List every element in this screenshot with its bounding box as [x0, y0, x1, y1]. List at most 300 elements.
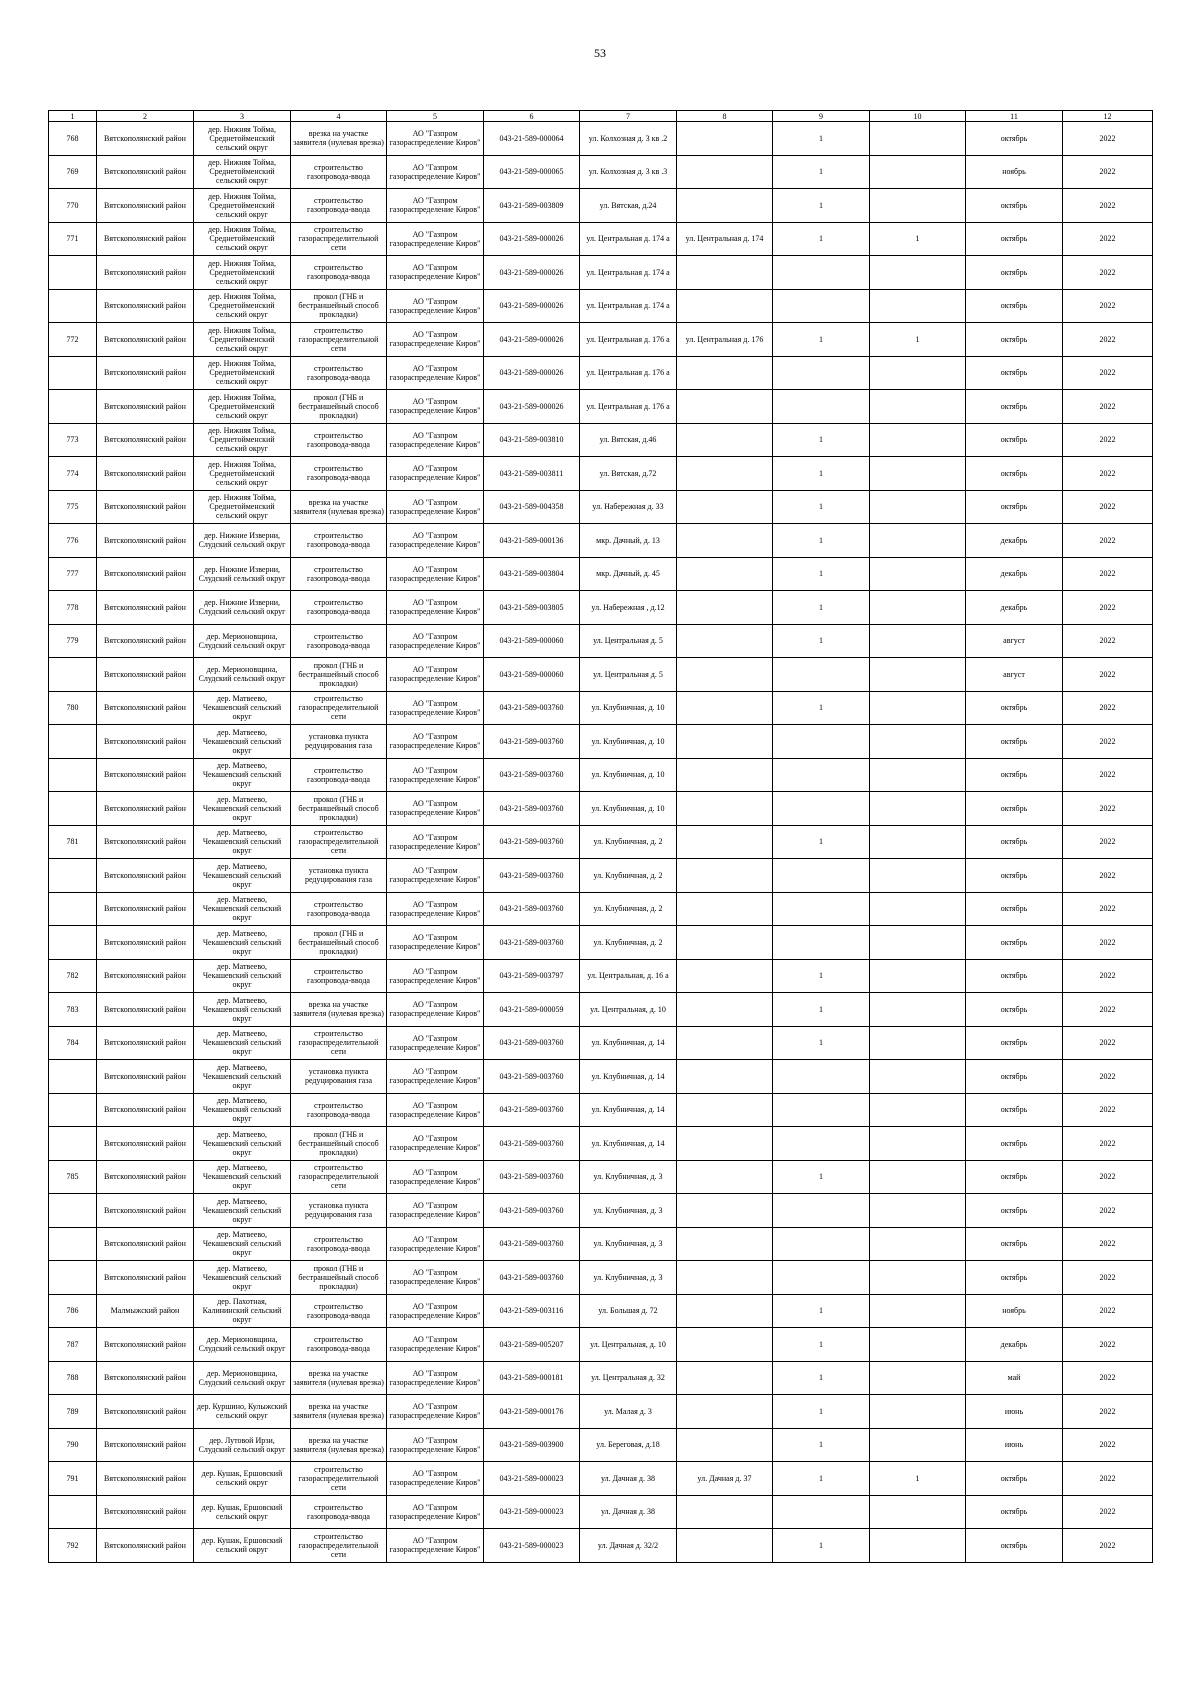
district-text: Вятскополянский район [104, 200, 186, 210]
registry-number-text: 043-21-589-000176 [499, 1406, 564, 1416]
month-text: июнь [1004, 1440, 1024, 1450]
cell-address [580, 1093, 677, 1127]
cell-address [580, 390, 677, 424]
cell-address [580, 691, 677, 725]
cell-row-number [49, 1227, 97, 1261]
year-text: 2022 [1099, 535, 1116, 545]
cell-locality [194, 423, 291, 457]
cell-address [580, 1428, 677, 1462]
row-number-text: 791 [66, 1473, 79, 1483]
row-number-text: 781 [66, 837, 79, 847]
cell-address-extra [677, 1060, 773, 1094]
month-text: декабрь [1000, 569, 1028, 579]
cell-row-number [49, 1261, 97, 1295]
registry-number-text: 043-21-589-003811 [499, 468, 564, 478]
cell-organization [387, 189, 484, 223]
cell-district [97, 1294, 194, 1328]
cell-count-b [870, 1026, 966, 1060]
cell-year [1063, 959, 1153, 993]
cell-locality [194, 1093, 291, 1127]
cell-address [580, 524, 677, 558]
cell-year [1063, 256, 1153, 290]
locality-text: дер. Мерионовщина, Слудский сельский округ [198, 1335, 286, 1354]
cell-month [966, 959, 1063, 993]
cell-address-extra [677, 1194, 773, 1228]
cell-organization [387, 1529, 484, 1563]
cell-row-number [49, 691, 97, 725]
cell-district [97, 1328, 194, 1362]
work-type-text: строительство газораспределительной сети [298, 1531, 379, 1559]
cell-row-number [49, 1093, 97, 1127]
cell-district [97, 1093, 194, 1127]
column-header-6: 6 [484, 111, 580, 122]
cell-work-type [291, 1328, 387, 1362]
year-text: 2022 [1099, 1272, 1116, 1282]
cell-address [580, 591, 677, 625]
month-text: октябрь [1000, 1071, 1028, 1081]
cell-address [580, 993, 677, 1027]
cell-year [1063, 155, 1153, 189]
month-text: октябрь [1000, 468, 1028, 478]
registry-number-text: 043-21-589-003760 [499, 770, 564, 780]
year-text: 2022 [1099, 1440, 1116, 1450]
count-a-text: 1 [819, 1473, 823, 1483]
address-text: ул. Центральная д. 176 а [586, 401, 670, 411]
cell-count-b [870, 993, 966, 1027]
work-type-text: строительство газораспределительной сети [298, 694, 379, 722]
cell-count-a [773, 1060, 870, 1094]
organization-text: АО "Газпром газораспределение Киров" [389, 363, 481, 382]
column-header-4: 4 [291, 111, 387, 122]
cell-locality [194, 1428, 291, 1462]
cell-locality [194, 591, 291, 625]
cell-address-extra [677, 591, 773, 625]
cell-registry-number [484, 457, 580, 491]
locality-text: дер. Нижние Изверни, Слудский сельский округ [198, 598, 286, 617]
cell-count-a [773, 524, 870, 558]
table-row [49, 859, 1153, 893]
cell-organization [387, 289, 484, 323]
registry-number-text: 043-21-589-003760 [499, 736, 564, 746]
cell-locality [194, 624, 291, 658]
cell-address-extra [677, 859, 773, 893]
district-text: Вятскополянский район [104, 602, 186, 612]
cell-count-b [870, 1060, 966, 1094]
cell-row-number [49, 658, 97, 692]
organization-text: АО "Газпром газораспределение Киров" [389, 129, 481, 148]
cell-count-a [773, 825, 870, 859]
address-text: ул. Большая д. 72 [598, 1306, 658, 1316]
cell-count-b [870, 892, 966, 926]
cell-organization [387, 1361, 484, 1395]
cell-month [966, 892, 1063, 926]
cell-address-extra [677, 189, 773, 223]
cell-address [580, 423, 677, 457]
cell-district [97, 892, 194, 926]
cell-count-a [773, 1261, 870, 1295]
year-text: 2022 [1099, 301, 1116, 311]
work-type-text: строительство газопровода-ввода [307, 631, 370, 650]
address-extra-text: ул. Центральная д. 176 [685, 334, 764, 344]
cell-organization [387, 1060, 484, 1094]
work-type-text: установка пункта редуцирования газа [304, 1201, 373, 1220]
cell-year [1063, 1060, 1153, 1094]
organization-text: АО "Газпром газораспределение Киров" [389, 196, 481, 215]
cell-count-b [870, 1294, 966, 1328]
cell-row-number [49, 1294, 97, 1328]
cell-month [966, 591, 1063, 625]
cell-count-b [870, 423, 966, 457]
address-text: ул. Клубничная, д. 3 [593, 1172, 663, 1182]
month-text: июнь [1004, 1406, 1024, 1416]
cell-address [580, 122, 677, 156]
table-row [49, 1428, 1153, 1462]
cell-registry-number [484, 256, 580, 290]
cell-registry-number [484, 859, 580, 893]
cell-work-type [291, 1127, 387, 1161]
locality-text: дер. Нижняя Тойма, Среднетойменский сельский округ [208, 258, 276, 286]
registry-number-text: 043-21-589-003797 [499, 971, 564, 981]
work-type-text: прокол (ГНБ и бестраншейный способ прокладки) [298, 794, 379, 822]
address-text: ул. Набережная д. 33 [592, 502, 664, 512]
cell-work-type [291, 1462, 387, 1496]
cell-year [1063, 1361, 1153, 1395]
locality-text: дер. Матвеево, Чекашевский сельский округ [202, 694, 282, 722]
registry-number-text: 043-21-589-003760 [499, 1239, 564, 1249]
cell-district [97, 155, 194, 189]
cell-row-number [49, 1194, 97, 1228]
year-text: 2022 [1099, 167, 1116, 177]
cell-address-extra [677, 356, 773, 390]
cell-address [580, 892, 677, 926]
cell-row-number [49, 825, 97, 859]
cell-registry-number [484, 1093, 580, 1127]
registry-number-text: 043-21-589-003760 [499, 904, 564, 914]
cell-year [1063, 591, 1153, 625]
cell-year [1063, 859, 1153, 893]
cell-registry-number [484, 1428, 580, 1462]
cell-work-type [291, 356, 387, 390]
cell-count-a [773, 557, 870, 591]
month-text: октябрь [1000, 1004, 1028, 1014]
organization-text: АО "Газпром газораспределение Киров" [389, 497, 481, 516]
registry-number-text: 043-21-589-000065 [499, 167, 564, 177]
count-a-text: 1 [819, 569, 823, 579]
work-type-text: строительство газопровода-ввода [307, 1301, 370, 1320]
cell-month [966, 926, 1063, 960]
cell-count-b [870, 825, 966, 859]
organization-text: АО "Газпром газораспределение Киров" [389, 162, 481, 181]
cell-organization [387, 490, 484, 524]
locality-text: дер. Нижняя Тойма, Среднетойменский сельский округ [208, 426, 276, 454]
organization-text: АО "Газпром газораспределение Киров" [389, 1067, 481, 1086]
cell-count-b [870, 1529, 966, 1563]
locality-text: дер. Куршино, Кулыжский сельский округ [196, 1402, 288, 1421]
address-text: ул. Центральная д. 32 [591, 1373, 665, 1383]
cell-organization [387, 1495, 484, 1529]
table-row [49, 1395, 1153, 1429]
cell-address-extra [677, 1495, 773, 1529]
district-text: Вятскополянский район [104, 401, 186, 411]
cell-address [580, 658, 677, 692]
organization-text: АО "Газпром газораспределение Киров" [389, 866, 481, 885]
district-text: Вятскополянский район [104, 904, 186, 914]
district-text: Вятскополянский район [104, 1239, 186, 1249]
work-type-text: прокол (ГНБ и бестраншейный способ прокладки) [298, 1263, 379, 1291]
organization-text: АО "Газпром газораспределение Киров" [389, 1402, 481, 1421]
table-row [49, 1026, 1153, 1060]
cell-year [1063, 524, 1153, 558]
organization-text: АО "Газпром газораспределение Киров" [389, 330, 481, 349]
month-text: октябрь [1000, 1038, 1028, 1048]
cell-address-extra [677, 122, 773, 156]
district-text: Вятскополянский район [104, 1373, 186, 1383]
cell-organization [387, 758, 484, 792]
count-a-text: 1 [819, 636, 823, 646]
cell-month [966, 792, 1063, 826]
cell-district [97, 1227, 194, 1261]
cell-district [97, 423, 194, 457]
year-text: 2022 [1099, 602, 1116, 612]
locality-text: дер. Матвеево, Чекашевский сельский округ [202, 995, 282, 1023]
cell-address-extra [677, 959, 773, 993]
organization-text: АО "Газпром газораспределение Киров" [389, 1033, 481, 1052]
cell-locality [194, 993, 291, 1027]
cell-count-b [870, 490, 966, 524]
work-type-text: строительство газопровода-ввода [307, 263, 370, 282]
organization-text: АО "Газпром газораспределение Киров" [389, 1301, 481, 1320]
cell-month [966, 1395, 1063, 1429]
locality-text: дер. Нижняя Тойма, Среднетойменский сельский округ [208, 124, 276, 152]
cell-year [1063, 892, 1153, 926]
cell-year [1063, 825, 1153, 859]
cell-address-extra [677, 423, 773, 457]
organization-text: АО "Газпром газораспределение Киров" [389, 1435, 481, 1454]
month-text: октябрь [1000, 1507, 1028, 1517]
column-header-5: 5 [387, 111, 484, 122]
registry-number-text: 043-21-589-003809 [499, 200, 564, 210]
address-text: ул. Центральная д. 174 а [586, 301, 670, 311]
year-text: 2022 [1099, 1071, 1116, 1081]
work-type-text: установка пункта редуцирования газа [304, 866, 373, 885]
address-text: ул. Вятская, д.24 [599, 200, 657, 210]
cell-address [580, 1462, 677, 1496]
row-number-text: 792 [66, 1540, 79, 1550]
registry-number-text: 043-21-589-000181 [499, 1373, 564, 1383]
cell-registry-number [484, 356, 580, 390]
cell-count-a [773, 691, 870, 725]
cell-work-type [291, 256, 387, 290]
registry-number-text: 043-21-589-000060 [499, 669, 564, 679]
cell-district [97, 658, 194, 692]
cell-registry-number [484, 155, 580, 189]
cell-work-type [291, 725, 387, 759]
cell-count-b [870, 1093, 966, 1127]
cell-locality [194, 658, 291, 692]
table-row [49, 591, 1153, 625]
work-type-text: строительство газопровода-ввода [307, 531, 370, 550]
month-text: октябрь [1000, 301, 1028, 311]
row-number-text: 770 [66, 200, 79, 210]
table-row [49, 1328, 1153, 1362]
registry-number-text: 043-21-589-003804 [499, 569, 564, 579]
registry-number-text: 043-21-589-000026 [499, 234, 564, 244]
work-type-text: строительство газопровода-ввода [307, 162, 370, 181]
cell-count-a [773, 356, 870, 390]
cell-locality [194, 926, 291, 960]
locality-text: дер. Матвеево, Чекашевский сельский округ [202, 1129, 282, 1157]
work-type-text: установка пункта редуцирования газа [304, 1067, 373, 1086]
cell-locality [194, 1529, 291, 1563]
table-row [49, 926, 1153, 960]
work-type-text: врезка на участке заявителя (нулевая врезка) [293, 1402, 384, 1421]
cell-district [97, 289, 194, 323]
table-row [49, 557, 1153, 591]
month-text: ноябрь [1002, 167, 1026, 177]
cell-row-number [49, 256, 97, 290]
cell-registry-number [484, 1127, 580, 1161]
cell-month [966, 122, 1063, 156]
registry-number-text: 043-21-589-000060 [499, 636, 564, 646]
cell-row-number [49, 155, 97, 189]
address-text: ул. Центральная д. 174 а [586, 267, 670, 277]
count-b-text: 1 [915, 1473, 920, 1483]
cell-registry-number [484, 658, 580, 692]
table-row [49, 356, 1153, 390]
count-a-text: 1 [819, 1038, 823, 1048]
registry-number-text: 043-21-589-003760 [499, 1172, 564, 1182]
cell-row-number [49, 356, 97, 390]
year-text: 2022 [1099, 904, 1116, 914]
organization-text: АО "Газпром газораспределение Киров" [389, 1335, 481, 1354]
address-text: ул. Центральная д. 174 а [586, 234, 670, 244]
cell-count-a [773, 1529, 870, 1563]
cell-count-a [773, 1294, 870, 1328]
locality-text: дер. Матвеево, Чекашевский сельский округ [202, 1096, 282, 1124]
year-text: 2022 [1099, 1038, 1116, 1048]
locality-text: дер. Матвеево, Чекашевский сельский округ [202, 1029, 282, 1057]
table-row [49, 691, 1153, 725]
cell-count-b [870, 658, 966, 692]
count-a-text: 1 [819, 837, 823, 847]
cell-row-number [49, 1529, 97, 1563]
cell-year [1063, 1261, 1153, 1295]
year-text: 2022 [1099, 770, 1116, 780]
organization-text: АО "Газпром газораспределение Киров" [389, 631, 481, 650]
address-text: ул. Вятская, д.46 [599, 435, 657, 445]
year-text: 2022 [1099, 334, 1116, 344]
cell-district [97, 490, 194, 524]
organization-text: АО "Газпром газораспределение Киров" [389, 698, 481, 717]
cell-address [580, 490, 677, 524]
locality-text: дер. Кушак, Ершовский сельский округ [201, 1469, 283, 1488]
count-a-text: 1 [819, 1440, 823, 1450]
address-text: ул. Клубничная, д. 2 [593, 937, 663, 947]
cell-registry-number [484, 1026, 580, 1060]
cell-district [97, 256, 194, 290]
row-number-text: 773 [66, 435, 79, 445]
cell-address [580, 1361, 677, 1395]
month-text: октябрь [1000, 1540, 1028, 1550]
cell-year [1063, 1194, 1153, 1228]
cell-row-number [49, 1395, 97, 1429]
cell-address [580, 1060, 677, 1094]
cell-district [97, 1026, 194, 1060]
cell-address-extra [677, 490, 773, 524]
district-text: Вятскополянский район [104, 1105, 186, 1115]
cell-registry-number [484, 993, 580, 1027]
address-text: ул. Клубничная, д. 14 [591, 1038, 665, 1048]
cell-month [966, 189, 1063, 223]
year-text: 2022 [1099, 1004, 1116, 1014]
cell-count-a [773, 423, 870, 457]
count-a-text: 1 [819, 1339, 823, 1349]
district-text: Вятскополянский район [104, 770, 186, 780]
cell-address-extra [677, 691, 773, 725]
work-type-text: строительство газораспределительной сети [298, 1029, 379, 1057]
cell-count-a [773, 1395, 870, 1429]
cell-year [1063, 624, 1153, 658]
cell-address [580, 222, 677, 256]
count-a-text: 1 [819, 1406, 823, 1416]
cell-registry-number [484, 1261, 580, 1295]
locality-text: дер. Матвеево, Чекашевский сельский округ [202, 1163, 282, 1191]
cell-address-extra [677, 993, 773, 1027]
row-number-text: 788 [66, 1373, 79, 1383]
cell-locality [194, 859, 291, 893]
organization-text: АО "Газпром газораспределение Киров" [389, 732, 481, 751]
cell-month [966, 825, 1063, 859]
cell-row-number [49, 1428, 97, 1462]
cell-address [580, 1127, 677, 1161]
cell-month [966, 1361, 1063, 1395]
month-text: октябрь [1000, 803, 1028, 813]
cell-district [97, 1495, 194, 1529]
row-number-text: 785 [66, 1172, 79, 1182]
cell-address [580, 1227, 677, 1261]
cell-address-extra [677, 1361, 773, 1395]
district-text: Вятскополянский район [104, 636, 186, 646]
table-row [49, 892, 1153, 926]
locality-text: дер. Матвеево, Чекашевский сельский округ [202, 1263, 282, 1291]
cell-district [97, 825, 194, 859]
month-text: ноябрь [1002, 1306, 1026, 1316]
cell-locality [194, 1026, 291, 1060]
cell-month [966, 155, 1063, 189]
cell-locality [194, 825, 291, 859]
year-text: 2022 [1099, 1306, 1116, 1316]
cell-count-b [870, 155, 966, 189]
cell-registry-number [484, 892, 580, 926]
cell-address [580, 926, 677, 960]
cell-count-b [870, 725, 966, 759]
cell-month [966, 758, 1063, 792]
organization-text: АО "Газпром газораспределение Киров" [389, 1536, 481, 1555]
district-text: Вятскополянский район [104, 1004, 186, 1014]
locality-text: дер. Матвеево, Чекашевский сельский округ [202, 928, 282, 956]
cell-count-a [773, 1495, 870, 1529]
cell-organization [387, 122, 484, 156]
table-row [49, 1462, 1153, 1496]
month-text: декабрь [1000, 535, 1028, 545]
cell-month [966, 1227, 1063, 1261]
work-type-text: врезка на участке заявителя (нулевая врезка) [293, 129, 384, 148]
cell-count-b [870, 591, 966, 625]
locality-text: дер. Матвеево, Чекашевский сельский округ [202, 828, 282, 856]
registry-number-text: 043-21-589-000026 [499, 401, 564, 411]
cell-count-a [773, 926, 870, 960]
cell-address-extra [677, 457, 773, 491]
